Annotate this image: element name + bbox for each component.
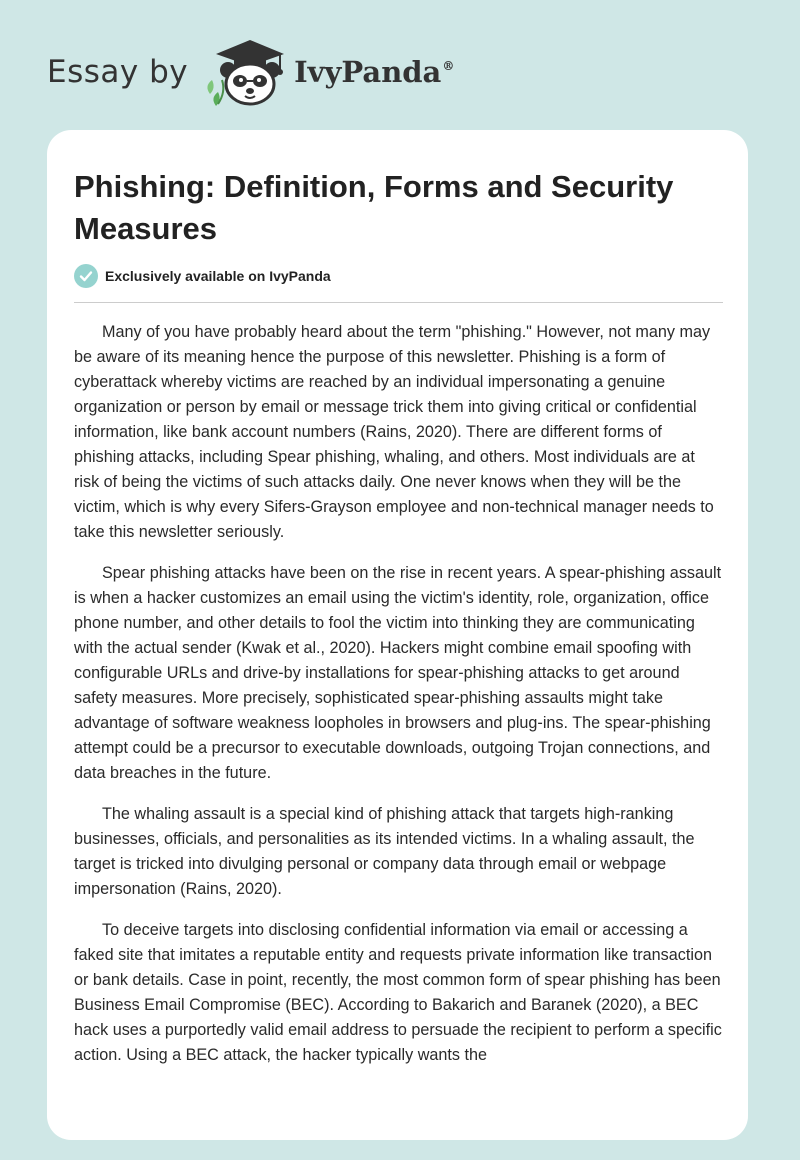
paragraph: Spear phishing attacks have been on the rise in recent years. A spear-phishing assault is when a hacker customizes an email using the victim's identity, role, organization, office phone number, and other details to fool the victim into thinking they are communicating with the actual sender (Kwak et al., 2020). Hackers might combine email spoofing with configurable URLs and drive-by installations for spear-phishing attacks to get around safety measures. More precisely, sophisticated spear-phishing assaults might take advantage of software weakness loopholes in browsers and plug-ins. The spear-phishing attempt could be a precursor to executable downloads, outgoing Trojan connections, and data breaches in the future. bbox=[74, 564, 722, 782]
page-title: Phishing: Definition, Forms and Security Measures bbox=[74, 169, 674, 246]
exclusive-badge-label: Exclusively available on IvyPanda bbox=[105, 268, 331, 284]
site-header bbox=[47, 36, 454, 108]
paragraph: The whaling assault is a special kind of phishing attack that targets high-ranking businesses, officials, and personalities as its intended victims. In a whaling assault, the target is tricked into divulging personal or company data through email or webpage impersonation (Rains, 2020). bbox=[74, 805, 695, 898]
essay-by-label: Essay by bbox=[47, 54, 189, 90]
divider bbox=[74, 302, 723, 303]
exclusive-badge bbox=[74, 264, 331, 288]
brand-name[interactable]: IvyPanda® bbox=[294, 55, 455, 89]
paragraph: To deceive targets into disclosing confidential information via email or accessing a faked site that imitates a reputable entity and requests private information like transaction or bank details. Case in point, recently, the most common form of spear phishing has been Business Email Compromise (BEC). According to Bakarich and Baranek (2020), a BEC hack uses a purportedly valid email address to persuade the recipient to perform a specific action. Using a BEC attack, the hacker typically wants the bbox=[74, 921, 722, 1064]
check-icon bbox=[74, 264, 98, 288]
essay-card bbox=[47, 130, 748, 1140]
trademark-symbol: ® bbox=[442, 59, 455, 73]
paragraph: Many of you have probably heard about the term "phishing." However, not many may be aware of its meaning hence the purpose of this newsletter. Phishing is a form of cyberattack whereby victims are reached by an individual impersonating a genuine organization or person by email or message trick them into giving critical or confidential information, like bank account numbers (Rains, 2020). There are different forms of phishing attacks, including Spear phishing, whaling, and others. Most individuals are at risk of being the victims of such attacks daily. One never knows when they will be the victim, which is why every Sifers-Grayson employee and non-technical manager needs to take this newsletter seriously. bbox=[74, 323, 714, 541]
panda-logo-icon[interactable] bbox=[200, 36, 292, 108]
article-body bbox=[74, 320, 724, 1084]
